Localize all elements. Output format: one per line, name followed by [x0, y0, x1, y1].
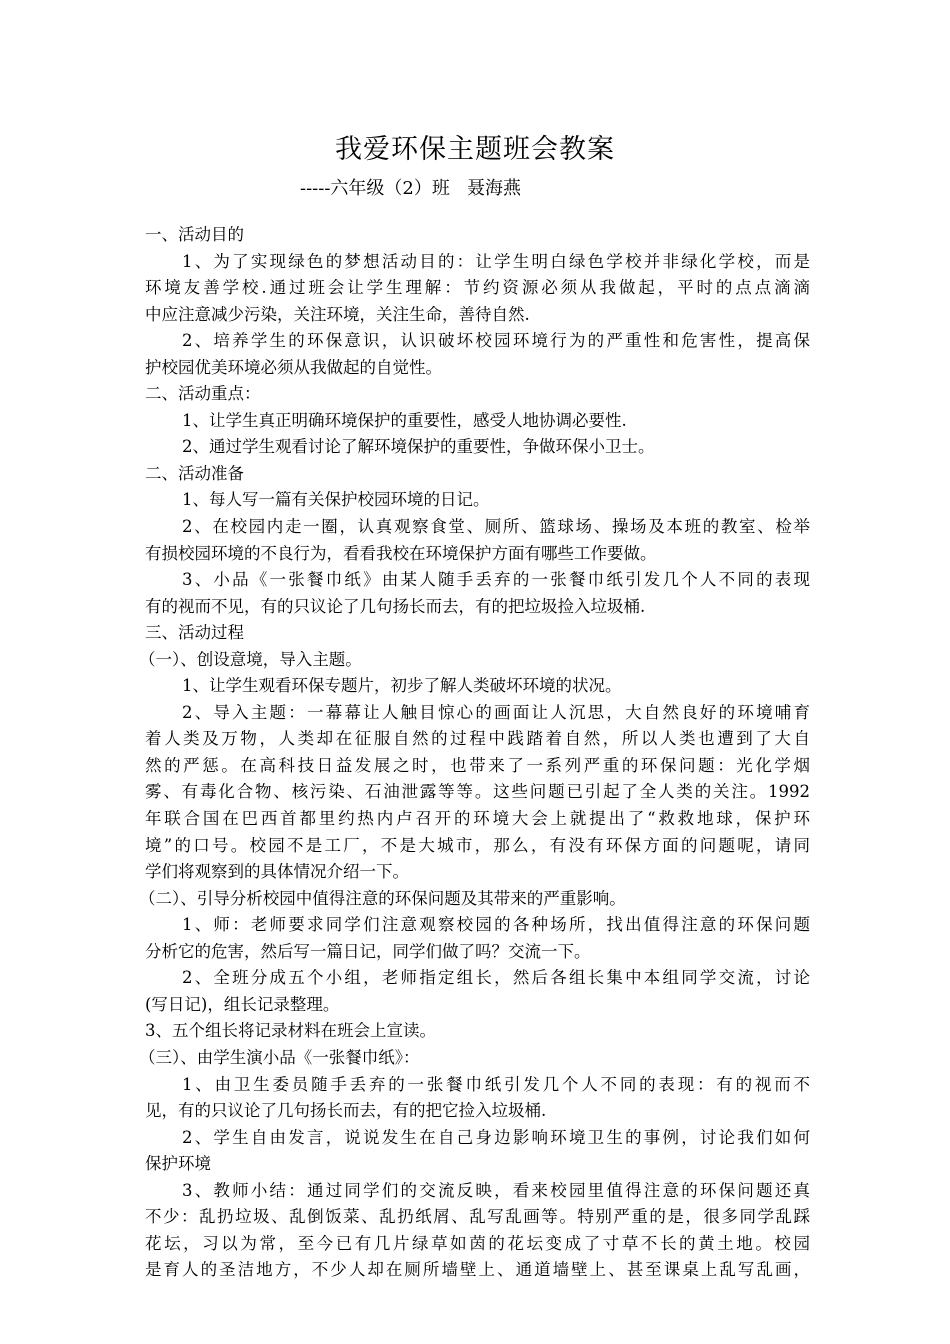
body-line: 有的视而不见，有的只议论了几句扬长而去，有的把垃圾捡入垃圾桶. [145, 596, 646, 616]
body-line: 护校园优美环境必须从我做起的自觉性。 [145, 357, 442, 377]
body-line: 2、培养学生的环保意识，认识破坏校园环境行为的严重性和危害性，提高保 [182, 331, 810, 351]
body-line: 1、师：老师要求同学们注意观察校园的各种场所，找出值得注意的环保问题 [182, 915, 810, 935]
body-line: 3、小品《一张餐巾纸》由某人随手丢弃的一张餐巾纸引发几个人不同的表现 [182, 570, 810, 590]
body-line: 年联合国在巴西首都里约热内卢召开的环境大会上就提出了“救救地球，保护环 [145, 809, 810, 829]
document-subtitle: -----六年级（2）班 聂海燕 [300, 178, 522, 199]
document-title: 我爱环保主题班会教案 [335, 134, 615, 165]
body-line: 环境友善学校.通过班会让学生理解：节约资源必须从我做起，平时的点点滴滴 [145, 278, 810, 298]
body-line: 3、教师小结：通过同学们的交流反映，看来校园里值得注意的环保问题还真 [182, 1180, 810, 1200]
body-line: （二）、引导分析校园中值得注意的环保问题及其带来的严重影响。 [139, 888, 626, 908]
body-line: 分析它的危害，然后写一篇日记，同学们做了吗？交流一下。 [145, 941, 591, 961]
body-line: 2、通过学生观看讨论了解环境保护的重要性，争做环保小卫士。 [182, 437, 655, 457]
body-line: 保护环境 [145, 1154, 211, 1174]
body-line: （三）、由学生演小品《一张餐巾纸》： [139, 1047, 420, 1067]
body-line: 1、由卫生委员随手丢弃的一张餐巾纸引发几个人不同的表现：有的视而不 [182, 1074, 810, 1094]
body-line: 是育人的圣洁地方，不少人却在厕所墙壁上、通道墙壁上、甚至课桌上乱写乱画， [145, 1260, 810, 1280]
body-line: 然的严惩。在高科技日益发展之时，也带来了一系列严重的环保问题：光化学烟 [145, 755, 810, 775]
document-body [139, 222, 810, 1284]
body-line: 境”的口号。校园不是工厂，不是大城市，那么，有没有环保方面的问题呢，请同 [145, 835, 810, 855]
body-line: （一）、创设意境，导入主题。 [139, 649, 362, 669]
body-line: (写日记)，组长记录整理。 [145, 994, 340, 1014]
body-line: 1、让学生真正明确环境保护的重要性，感受人地协调必要性. [182, 410, 627, 430]
body-line: 雾、有毒化合物、核污染、石油泄露等等。这些问题已引起了全人类的关注。1992 [145, 782, 810, 802]
body-line: 1、为了实现绿色的梦想活动目的：让学生明白绿色学校并非绿化学校，而是 [182, 251, 810, 271]
body-line: 中应注意减少污染，关注环境，关注生命，善待自然. [145, 304, 530, 324]
body-line: 2、导入主题：一幕幕让人触目惊心的画面让人沉思，大自然良好的环境哺育 [182, 702, 810, 722]
body-line: 3、五个组长将记录材料在班会上宣读。 [145, 1021, 436, 1041]
body-line: 1、每人写一篇有关保护校园环境的日记。 [182, 490, 490, 510]
body-line: 2、学生自由发言，说说发生在自己身边影响环境卫生的事例，讨论我们如何 [182, 1127, 810, 1147]
body-line: 一、活动目的 [145, 225, 244, 244]
body-line: 二、活动重点： [145, 384, 261, 404]
body-line: 有损校园环境的不良行为，看看我校在环境保护方面有哪些工作要做。 [145, 543, 657, 563]
body-line: 2、在校园内走一圈，认真观察食堂、厕所、篮球场、操场及本班的教室、检举 [182, 517, 810, 537]
body-line: 不少：乱扔垃圾、乱倒饭菜、乱扔纸屑、乱写乱画等。特别严重的是，很多同学乱踩 [145, 1207, 810, 1227]
body-line: 学们将观察到的具体情况介绍一下。 [145, 862, 409, 882]
body-line: 三、活动过程 [145, 623, 244, 643]
body-line: 着人类及万物，人类却在征服自然的过程中践踏着自然，所以人类也遭到了大自 [145, 729, 810, 749]
body-line: 2、全班分成五个小组，老师指定组长，然后各组长集中本组同学交流，讨论 [182, 968, 810, 988]
body-line: 二、活动准备 [145, 463, 244, 483]
body-line: 1、让学生观看环保专题片，初步了解人类破坏环境的状况。 [182, 676, 622, 696]
body-line: 花坛，习以为常，至今已有几片绿草如茵的花坛变成了寸草不长的黄土地。校园 [145, 1233, 810, 1253]
body-line: 见，有的只议论了几句扬长而去，有的把它捡入垃圾桶. [145, 1101, 547, 1121]
